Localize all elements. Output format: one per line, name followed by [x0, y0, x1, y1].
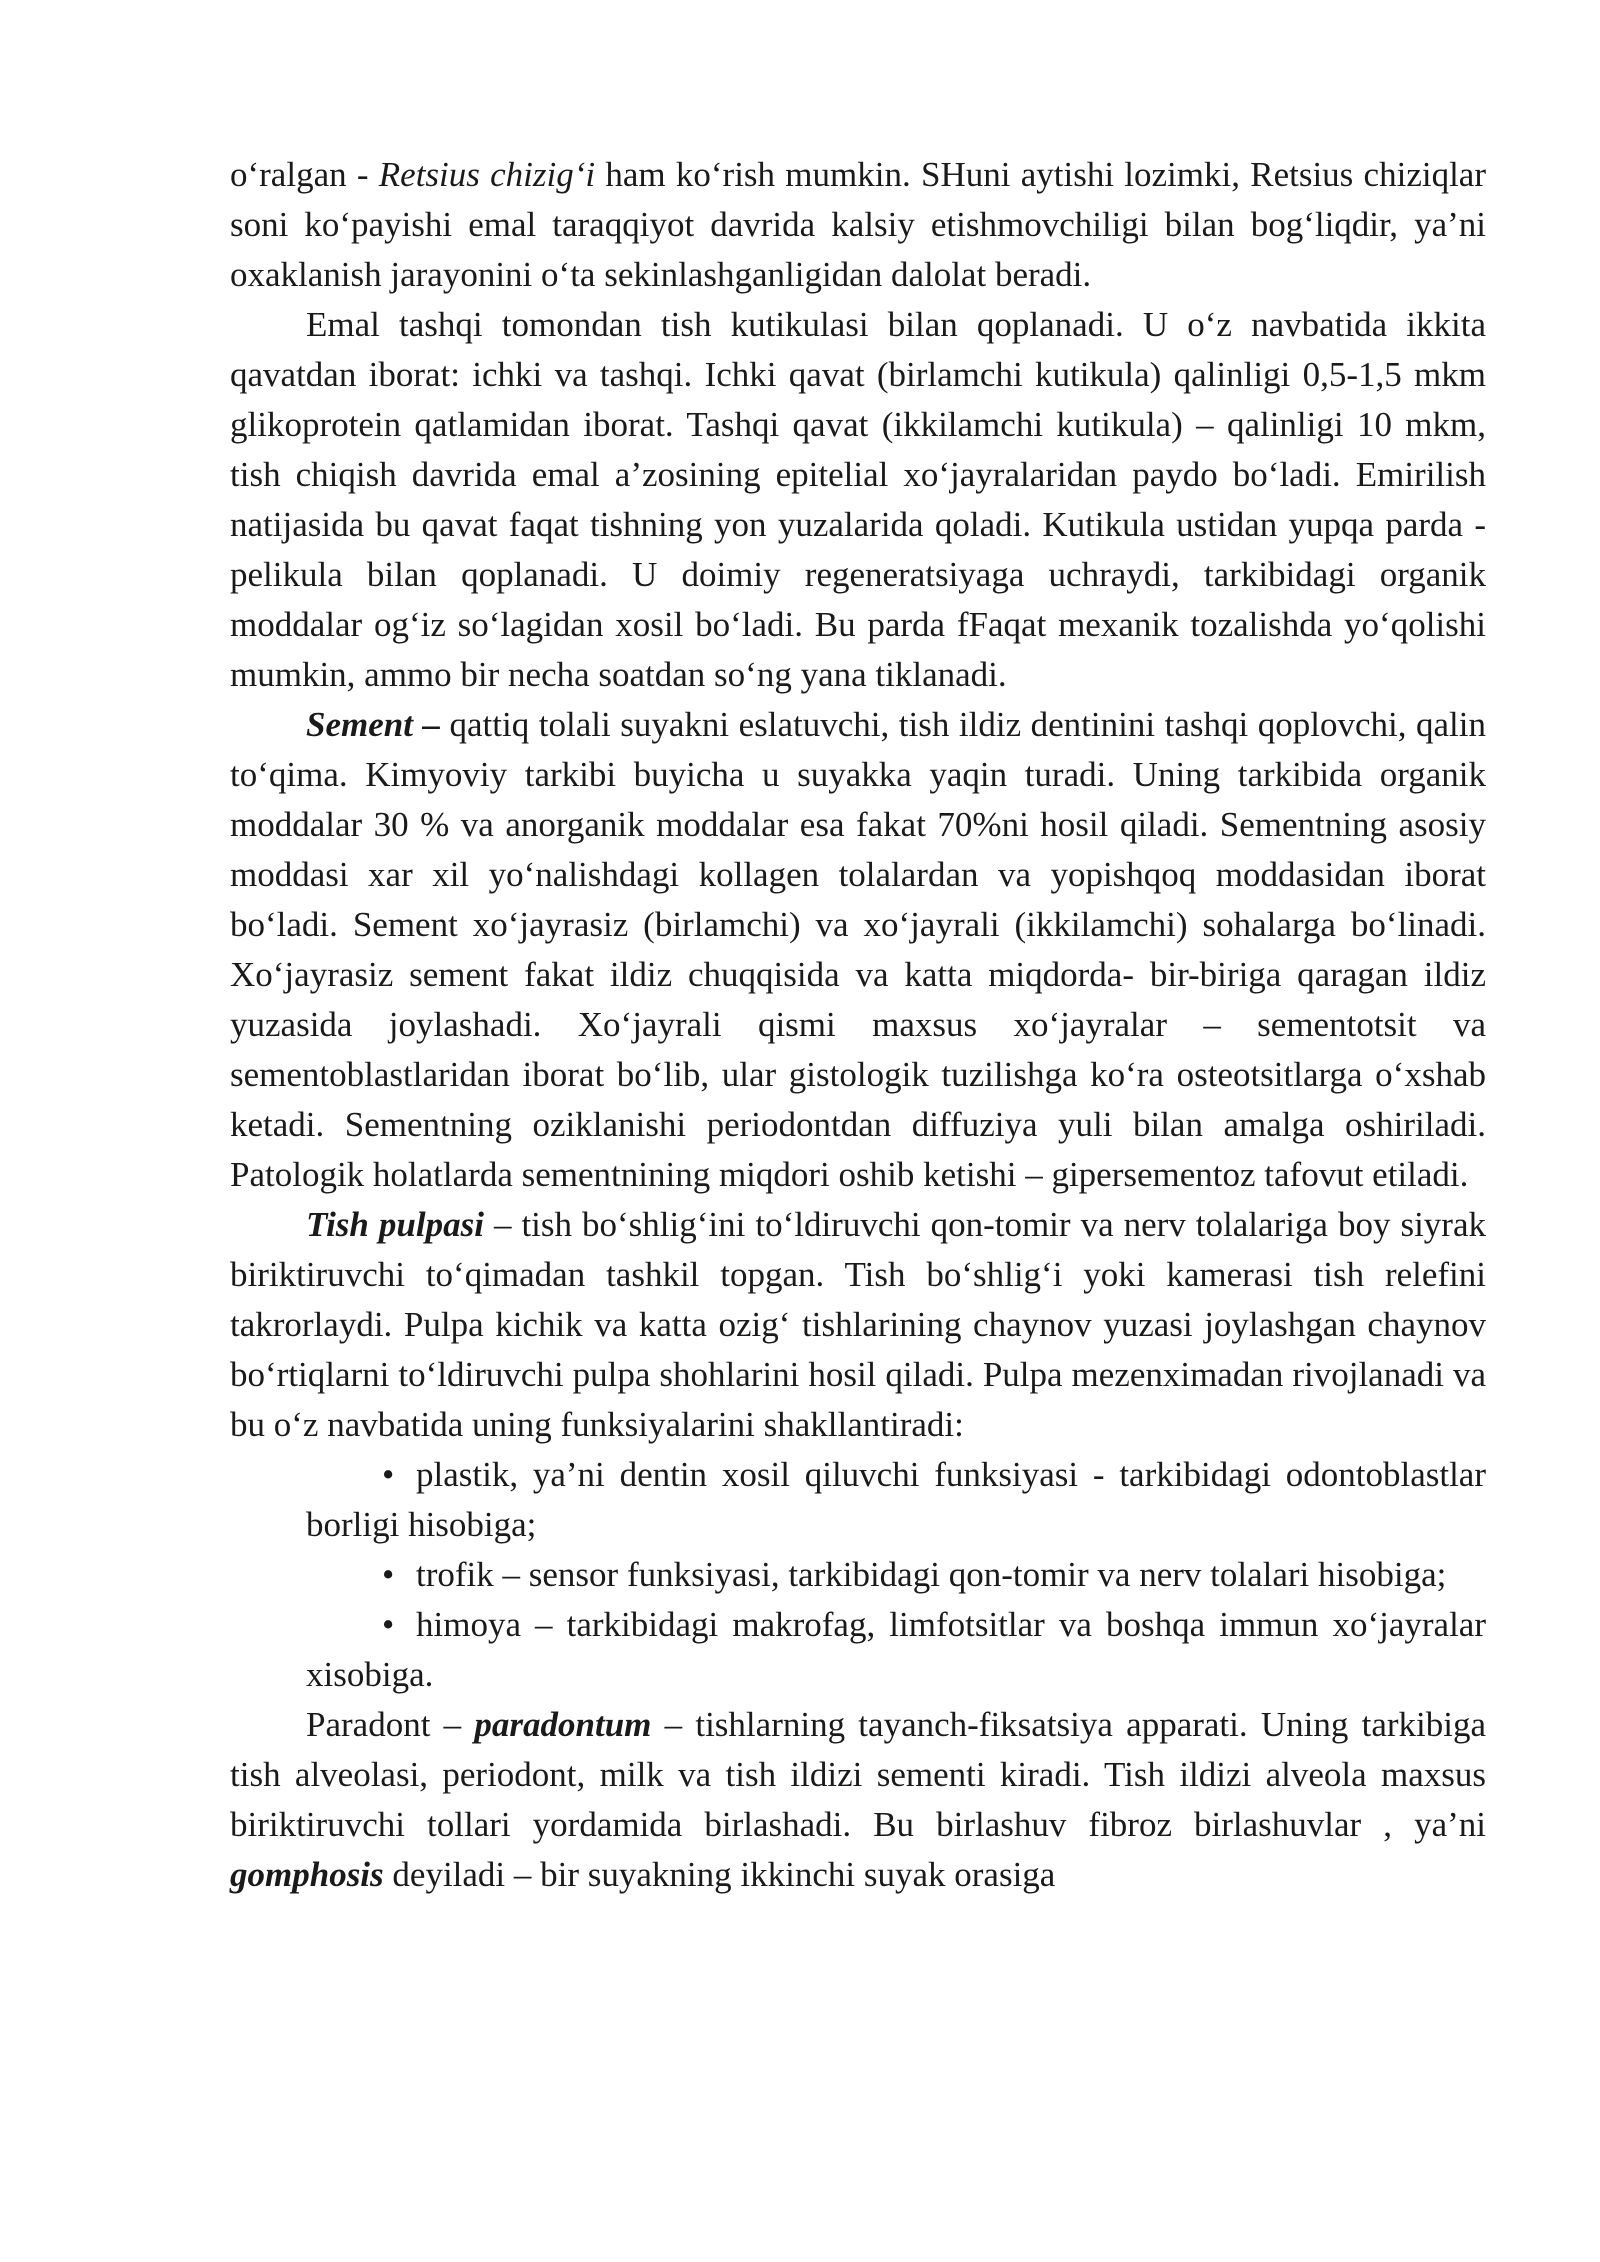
bullet-icon: •: [382, 1605, 395, 1644]
document-body: [230, 150, 1486, 1900]
bullet-text: plastik, ya’ni dentin xosil qiluvchi funksiyasi - tarkibidagi odontoblastlar borligi hisobiga;: [306, 1455, 1486, 1544]
paragraph-retsius: [230, 150, 1486, 300]
paragraph-emal-kutikula: [230, 300, 1486, 700]
paragraph-text: ham ko‘rish mumkin. SHuni aytishi lozimki, Retsius chiziqlar soni ko‘payishi emal taraqqiyot davrida kalsiy etishmovchiligi bilan bog‘liqdir, ya’ni oxaklanish jarayonini o‘ta sekinlashganligidan dalolat beradi.: [230, 155, 1486, 294]
paragraph-text: Emal tashqi tomondan tish kutikulasi bilan qoplanadi. U o‘z navbatida ikkita qavatdan iborat: ichki va tashqi. Ichki qavat (birlamchi kutikula) qalinligi 0,5-1,5 mkm glikoprotein qatlamidan iborat. Tashqi qavat (ikkilamchi kutikula) – qalinligi 10 mkm, tish chiqish davrida emal a’zosining epitelial xo‘jayralaridan paydo bo‘ladi. Emirilish natijasida bu qavat faqat tishning yon yuzalarida qoladi. Kutikula ustidan yupqa parda - pelikula bilan qoplanadi. U doimiy regeneratsiyaga uchraydi, tarkibidagi organik moddalar og‘iz so‘lagidan xosil bo‘ladi. Bu parda fFaqat mexanik tozalishda yo‘qolishi mumkin, ammo bir necha soatdan so‘ng yana tiklanadi.: [230, 305, 1486, 694]
paragraph-text: Paradont –: [306, 1705, 475, 1744]
bullet-text: trofik – sensor funksiyasi, tarkibidagi qon-tomir va nerv tolalari hisobiga;: [416, 1555, 1447, 1594]
bullet-item-trofik: [306, 1550, 1486, 1600]
paragraph-text: deyiladi – bir suyakning ikkinchi suyak orasiga: [383, 1855, 1056, 1894]
bold-term-gomphosis: gomphosis: [230, 1855, 384, 1894]
paragraph-paradont: [230, 1700, 1486, 1900]
paragraph-text: qattiq tolali suyakni eslatuvchi, tish ildiz dentinini tashqi qoplovchi, qalin to‘qima. Kimyoviy tarkibi buyicha u suyakka yaqin turadi. Uning tarkibida organik moddalar 30 % va anorganik moddalar esa fakat 70%ni hosil qiladi. Sementning asosiy moddasi xar xil yo‘nalishdagi kollagen tolalardan va yopishqoq moddasidan iborat bo‘ladi. Sement xo‘jayrasiz (birlamchi) va xo‘jayrali (ikkilamchi) sohalarga bo‘linadi. Xo‘jayrasiz sement fakat ildiz chuqqisida va katta miqdorda- bir-biriga qaragan ildiz yuzasida joylashadi. Xo‘jayrali qismi maxsus xo‘jayralar – sementotsit va sementoblastlaridan iborat bo‘lib, ular gistologik tuzilishga ko‘ra osteotsitlarga o‘xshab ketadi. Sementning oziklanishi periodontdan diffuziya yuli bilan amalga oshiriladi. Patologik holatlarda sementnining miqdori oshib ketishi – gipersementoz tafovut etiladi.: [230, 705, 1486, 1194]
paragraph-sement: [230, 700, 1486, 1200]
italic-term-retsius: Retsius chizig‘i: [378, 155, 596, 194]
paragraph-text: o‘ralgan -: [230, 155, 379, 194]
bold-term-sement: Sement –: [306, 705, 440, 744]
paragraph-text: – tishlarning tayanch-fiksatsiya apparati. Uning tarkibiga tish alveolasi, periodont, milk va tish ildizi sementi kiradi. Tish ildizi alveola maxsus biriktiruvchi tollari yordamida birlashadi. Bu birlashuv fibroz birlashuvlar , ya’ni: [230, 1705, 1486, 1844]
paragraph-text: – tish bo‘shlig‘ini to‘ldiruvchi qon-tomir va nerv tolalariga boy siyrak biriktiruvchi to‘qimadan tashkil topgan. Tish bo‘shlig‘i yoki kamerasi tish relefini takrorlaydi. Pulpa kichik va katta ozig‘ tishlarining chaynov yuzasi joylashgan chaynov bo‘rtiqlarni to‘ldiruvchi pulpa shohlarini hosil qiladi. Pulpa mezenximadan rivojlanadi va bu o‘z navbatida uning funksiyalarini shakllantiradi:: [230, 1205, 1486, 1444]
bullet-text: himoya – tarkibidagi makrofag, limfotsitlar va boshqa immun xo‘jayralar xisobiga.: [306, 1605, 1486, 1694]
bold-term-tish-pulpasi: Tish pulpasi: [306, 1205, 484, 1244]
bullet-item-himoya: [306, 1600, 1486, 1700]
bullet-item-plastik: [306, 1450, 1486, 1550]
paragraph-tish-pulpasi: [230, 1200, 1486, 1450]
bullet-icon: •: [382, 1455, 395, 1494]
bullet-icon: •: [382, 1555, 395, 1594]
bold-term-paradontum: paradontum: [474, 1705, 652, 1744]
